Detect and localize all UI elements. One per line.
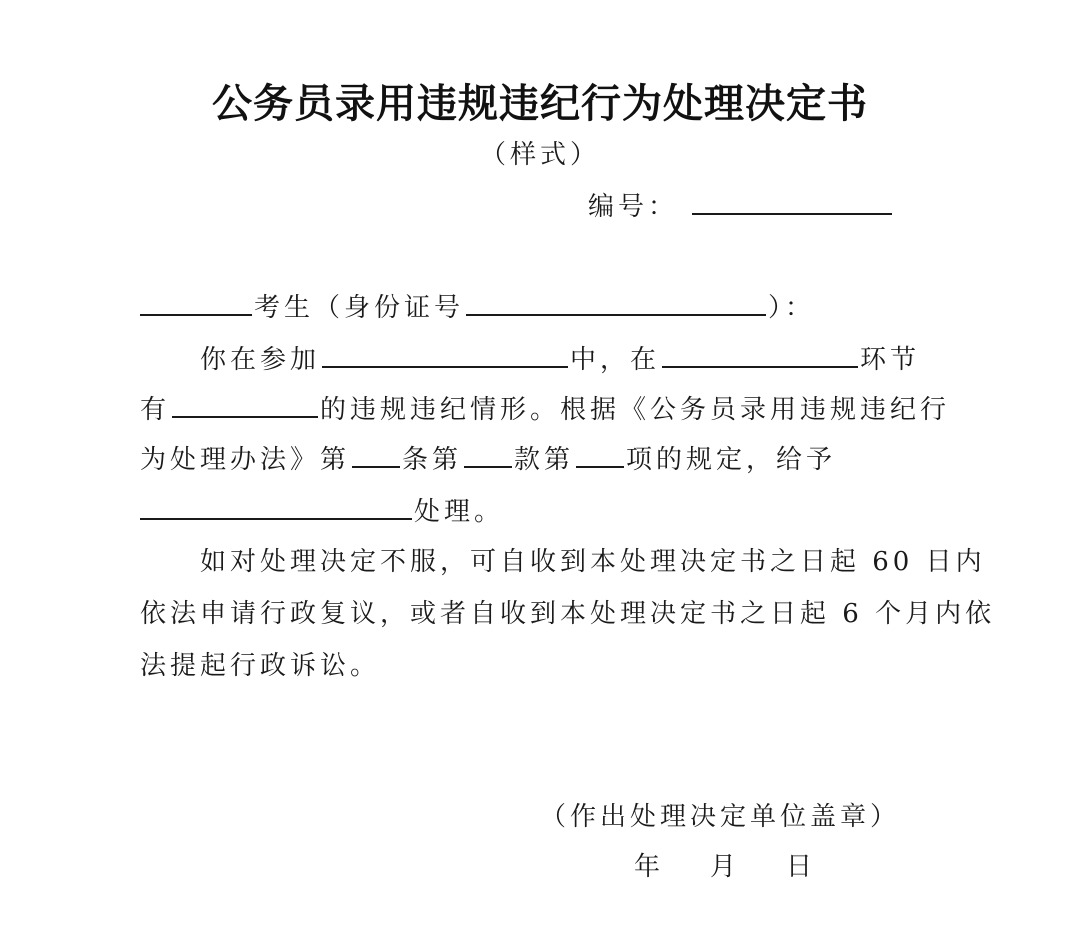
date-day: 日 — [786, 852, 813, 882]
line-candidate — [140, 288, 815, 328]
number-blank[interactable] — [692, 189, 892, 215]
date-month: 月 — [710, 852, 737, 882]
appeal-text-3: 法提起行政诉讼。 — [140, 651, 381, 681]
exam-name-blank[interactable] — [322, 342, 568, 368]
line4-text-a: 为处理办法》第 — [140, 445, 351, 475]
stage-blank[interactable] — [662, 342, 858, 368]
date-row — [634, 846, 812, 883]
item-blank[interactable] — [576, 442, 624, 468]
seal-label: （作出处理决定单位盖章） — [540, 802, 901, 832]
document-subtitle: （样式） — [479, 140, 600, 170]
line3-text-b: 的违规违纪情形。根据《公务员录用违规违纪行 — [320, 395, 951, 425]
line1-text-b: ）： — [768, 293, 816, 323]
line2-text-c: 环节 — [860, 345, 921, 375]
id-number-blank[interactable] — [466, 290, 766, 316]
line2-text-b: 中，在 — [570, 345, 661, 375]
line5-text-a: 处理。 — [414, 497, 505, 527]
document-title: 公务员录用违规违纪行为处理决定书 — [212, 80, 868, 127]
clause-blank[interactable] — [464, 442, 512, 468]
number-label: 编号： — [588, 192, 679, 222]
line-articles — [140, 440, 836, 480]
appeal-text-1: 如对处理决定不服，可自收到本处理决定书之日起 60 日内 — [200, 547, 986, 577]
violation-blank[interactable] — [172, 392, 318, 418]
appeal-line-2 — [140, 594, 995, 634]
line-exam — [140, 340, 920, 380]
appeal-text-2: 依法申请行政复议，或者自收到本处理决定书之日起 6 个月内依 — [140, 599, 996, 629]
line-violation — [140, 390, 950, 430]
candidate-name-blank[interactable] — [140, 290, 252, 316]
date-year: 年 — [634, 852, 661, 882]
article-blank[interactable] — [352, 442, 400, 468]
line4-text-c: 款第 — [514, 445, 575, 475]
line4-text-b: 条第 — [402, 445, 463, 475]
line3-text-a: 有 — [140, 395, 171, 425]
line1-text-a: 考生（身份证号 — [254, 293, 465, 323]
penalty-blank[interactable] — [140, 494, 412, 520]
line-penalty — [140, 492, 504, 532]
line2-text-a: 你在参加 — [200, 345, 321, 375]
document-number-row — [588, 186, 894, 223]
line4-text-d: 项的规定，给予 — [626, 445, 837, 475]
appeal-line-3 — [140, 646, 380, 686]
appeal-line-1 — [140, 542, 986, 582]
